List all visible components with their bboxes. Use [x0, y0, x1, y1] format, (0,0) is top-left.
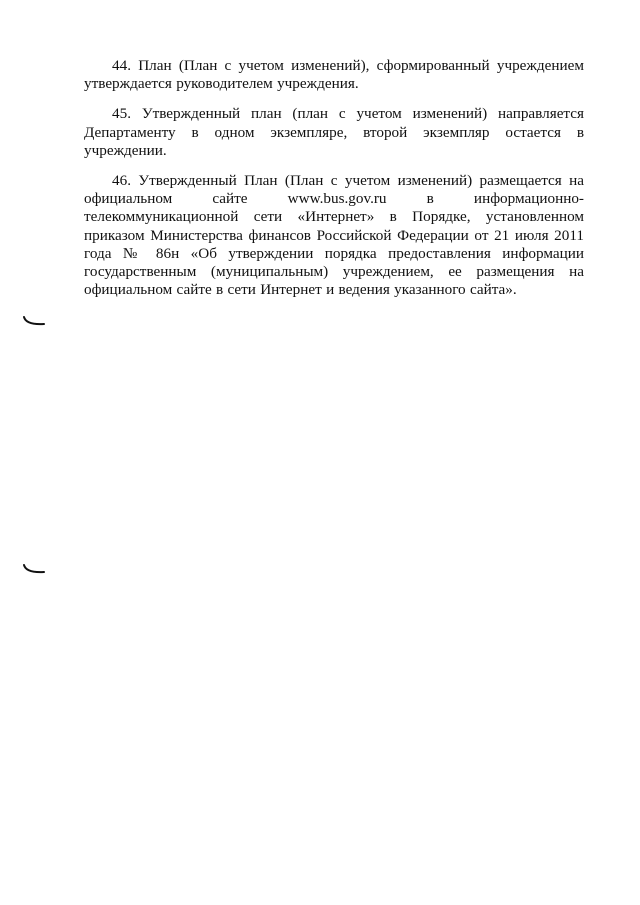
paragraph-45: 45. Утвержденный план (план с учетом изменений) направляется Департаменту в одном экземпляре, второй экземпляр остается в учреждении.	[84, 105, 584, 159]
paragraph-46: 46. Утвержденный План (План с учетом изменений) размещается на официальном сайте www.bus.gov.ru в информационно-телекоммуникационной сети «Интернет» в Порядке, установленном приказом Министерства финансов Российской Федерации от 21 июля 2011 года № 86н «Об утверждении порядка предоставления информации государственным (муниципальным) учреждением, ее размещения на официальном сайте в сети Интернет и ведения указанного сайта».	[84, 172, 584, 299]
paragraph-44: 44. План (План с учетом изменений), сформированный учреждением утверждается руководителем учреждения.	[84, 57, 584, 93]
scan-binding-mark-icon	[22, 563, 46, 575]
document-body	[84, 57, 584, 311]
scan-binding-mark-icon	[22, 315, 46, 327]
